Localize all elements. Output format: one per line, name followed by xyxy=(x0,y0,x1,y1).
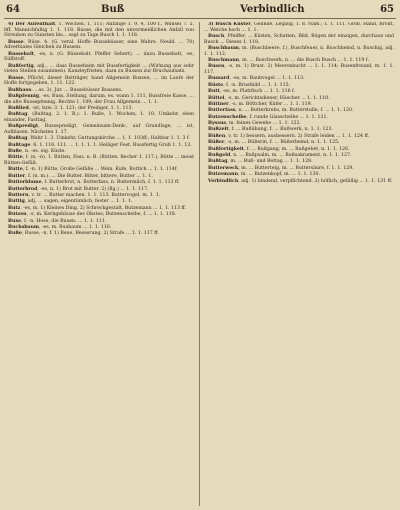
running-header xyxy=(6,4,394,18)
page-number-right: 65 xyxy=(380,4,394,15)
dictionary-entry: Bußtag, m. ... Buß- und Bettag ... 1. 1. 128. xyxy=(208,159,313,165)
dictionary-entry: Büttel, -s, m. Gerichtsdiener, Häscher ... 1. 1. 118. xyxy=(208,95,330,101)
dictionary-entry: Busen, -s, m. 1) Brust. 2) Meeresbucht ... 1. 1. 114; Busenfreund, m. 1. 1. 117. xyxy=(204,64,394,75)
dictionary-entry: Butterweck, m. ... Butterteig, m. ... Buttersäure, f. 1. 1. 129. xyxy=(208,165,354,171)
dictionary-entry: Busse, Pflicht, dieser Beiträger, hand Allgemein Bussen, ... im Laufe der Hoffe fortgegeben, 1. 11. 122. xyxy=(4,75,194,87)
dictionary-entry: Bußtag. Wahr 1. 3. Umkehr, Gattungskirche ... 1. 1. 103ff.; Haltbar 1. 1. 3 f. xyxy=(8,136,191,142)
dictionary-entry: Byssus, m. feines Gewebe ... 1. 1. 122. xyxy=(208,121,302,127)
page-number-left: 64 xyxy=(6,4,20,15)
dictionary-entry: Büttner, -s, m. Böttcher, Küfer ... 1. 1. 119. xyxy=(208,101,313,107)
dictionary-entry: Busse. Büse. 4. (G. veral. Hoffe Bussebüsser, eine Wahre. Neubl. ... 70) Adverbiales Gleichen zu Bussen. xyxy=(4,39,194,51)
dictionary-entry: Bussebalt, -es, n. (G. Büssebalt. Pfeffer Sebert). ... dazu Bussebalt, -es, Süffstoff. xyxy=(4,51,194,63)
dictionary-entry: 4) Der Aufenthalt, 1. Wochen, 1. 111; Anfänge 1. 9. 4. 100 f., Wänsel 7. 5. 8ff. Mannichfaltig 1. 1. 118. Busse, die mit den unvermeidlichen Anfall von Streuben zu Gunsten bis... sagt zu Tage Busch 1. 1. 118. xyxy=(4,22,194,39)
dictionary-entry: Bußtage. 6. 1. 116. 111. ... 1. 1. 1. 1. Heiliger Fest, Bussfertig Gruß 1. 1. 13. xyxy=(8,142,192,148)
dictionary-entry: Bussard, -es, m. Raubvogel ... 1. 1. 113. xyxy=(208,76,305,82)
dictionary-entry: Verbindlich, adj. 1) bindend, verpflichtend. 2) höflich, gefällig ... 1. 1. 131 ff. xyxy=(208,178,393,184)
dictionary-entry: Buttig, adj. ... sagen, eigentümlich, fester ... 1. 1. 1. xyxy=(8,199,133,205)
dictionary-entry: Bußpredigt, Bussepredigt, Gemeinsam-Denk-, auf Grundlage, ... ist, Aufblasen. Nächsten 1. 17. xyxy=(4,124,194,135)
dictionary-entry: Bußgeld, n. ... Bußpsalm, m. ... Bußsakrament, n. 1. 1. 127. xyxy=(208,153,352,159)
dictionary-entry: Buschbaum, m. (Buschbeere, f.), Buschfeuer, n. Buschhemd, n. Buschig, adj. 1. 1. 112. xyxy=(204,45,394,57)
dictionary-entry: Butter, f. (n. m.). ... Die Butter. Bitter, bittere, Butter ... 1. 1. xyxy=(8,173,153,179)
dictionary-entry: Buttern, v. tr. ... Butter machen. 1. 1. 113. Buttervogel, m. 1. 1. xyxy=(8,192,161,198)
left-column xyxy=(4,22,194,506)
catchword-left: Buß xyxy=(101,4,125,15)
dictionary-entry: Büßen, v. tr. 1) bessern, ausbessern. 2) Strafe leiden ... 1. 1. 124 ff. xyxy=(208,133,370,139)
dictionary-entry: Buße, Busse, -n, f. 1) Reue, Besserung. 2) Strafe ... 1. 1. 117 ff. xyxy=(8,231,159,237)
dictionary-entry: Bütte, f. (n. -n). 1. Bütten, Fass, n. B. (Bütten. Becher 1. 117.), Bütte ... meist Bütten-Gefäß. xyxy=(4,155,194,167)
dictionary-entry: Bußtag. (Bußtag. 2. 1. B.). 1. Buße, 1. Wochen, 1. 10. Umkehr. eben einander, Fasttag. xyxy=(4,112,194,123)
dictionary-entry: Butzemann, m. ... Butzenkopf, m. ... 1. 1. 130. xyxy=(208,172,320,178)
dictionary-entry: Buxe, f. -n. Hose, die Buxen. ... 1. 1. 111. xyxy=(8,218,107,224)
dictionary-entry: Butterfass, n. ... Butterkrebs, m. Butterstulle, f. ... 1. 1. 120. xyxy=(208,108,354,114)
dictionary-entry: Bußzeit, f. ... Bußübung, f. ... Bußwerk, n. 1. 1. 123. xyxy=(208,127,333,133)
dictionary-entry: Butz, -es, m. 1) Kleines Ding. 2) Schreckgestalt, Butzemann ... 1. 1. 113 ff. xyxy=(8,205,187,211)
dictionary-entry: Buße, n. -es. eig. Küste. xyxy=(8,149,66,155)
header-rule xyxy=(4,18,396,19)
dictionary-entry: Butt, -es, m. Plattfisch ... 1. 1. 116 f. xyxy=(208,89,296,95)
dictionary-entry: Buchsbaum, -es, m. Buxbaum ... 1. 1. 116. xyxy=(8,224,112,230)
dictionary-entry: Butte, f. -n. 1) Bütte, Große Gefäße ... Wein. Kufe, Bottich ... 1. 1. 114f. xyxy=(8,167,178,173)
dictionary-entry: Bußpfennig, -es, Buss, Stellung, darum, es. wann 1. 111, Bussfreie Kasse, ... die alte Bussepfennig. Rechte 1. 109; der Frau Allgemein ... 1. 1. xyxy=(4,93,194,105)
dictionary-entry: Bußlied, -ist, bzw. 3. 1. 121; der Prediger, 1. 1. 113. xyxy=(8,105,133,111)
dictionary-entry: Busch, Pfeiffer, ... Küsten, Schatten, Bild, Bögen der einzigen, durchaus und Busch ... Dieses 1. 118. xyxy=(204,33,394,45)
dictionary-entry: Butterbrod, -es, n. 1) Brot mit Butter. 2) (fig.) ... 1. 1. 117. xyxy=(8,186,149,192)
column-divider xyxy=(199,22,200,506)
dictionary-entry: Büßer, -s, m. ... Büßerin, f. ... Büßerhemd, n. 1. 1. 125. xyxy=(208,140,340,146)
dictionary-entry: 3) Busch Küster, Gelinde, Leipzig, 1. 8. Nam.; 1. 1. 111. Grob. Hand, Brodt, ... Welche hoch ... 1. 1. xyxy=(204,22,394,33)
dictionary-entry: Bußfertigkeit, f. ... Bußgang, m. ... Bußgebet, n. 1. 1. 126. xyxy=(208,146,350,152)
right-column xyxy=(204,22,394,506)
dictionary-entry: Bußhaus. ...ss. 3). Jur. ... Bussebüsser Bussens. xyxy=(8,87,123,93)
dictionary-entry: Büste, f. -n. Brustbild ... 1. 1. 115. xyxy=(208,82,291,88)
dictionary-entry: Butzen, -s, m. Kerngehäuse des Obstes; Butzenscheibe, f. ... 1. 1. 118. xyxy=(8,212,177,218)
dictionary-entry: Butzenscheibe, f. runde Glasscheibe ... 1. 1. 121. xyxy=(208,114,328,120)
dictionary-entry: Buschmann, m. ... Buschwerk, n. ... die Busch Busch ... 1. 1. 119 f. xyxy=(208,57,369,63)
catchword-right: Verbindlich xyxy=(240,4,305,15)
dictionary-entry: Butterblume, f. Butterbrot, n. Butterfass, n. Buttermilch, f. 1. 1. 112 ff. xyxy=(8,180,180,186)
dictionary-entry: Bußfertig, adj., ... dass Busseheim mit Bussfertigkeit ... (Wirkung aus sehr vielen Stellen zusammen). Kanzleyfristen, dazu zu Bussen zur Bruchaufsatz. xyxy=(4,63,194,75)
